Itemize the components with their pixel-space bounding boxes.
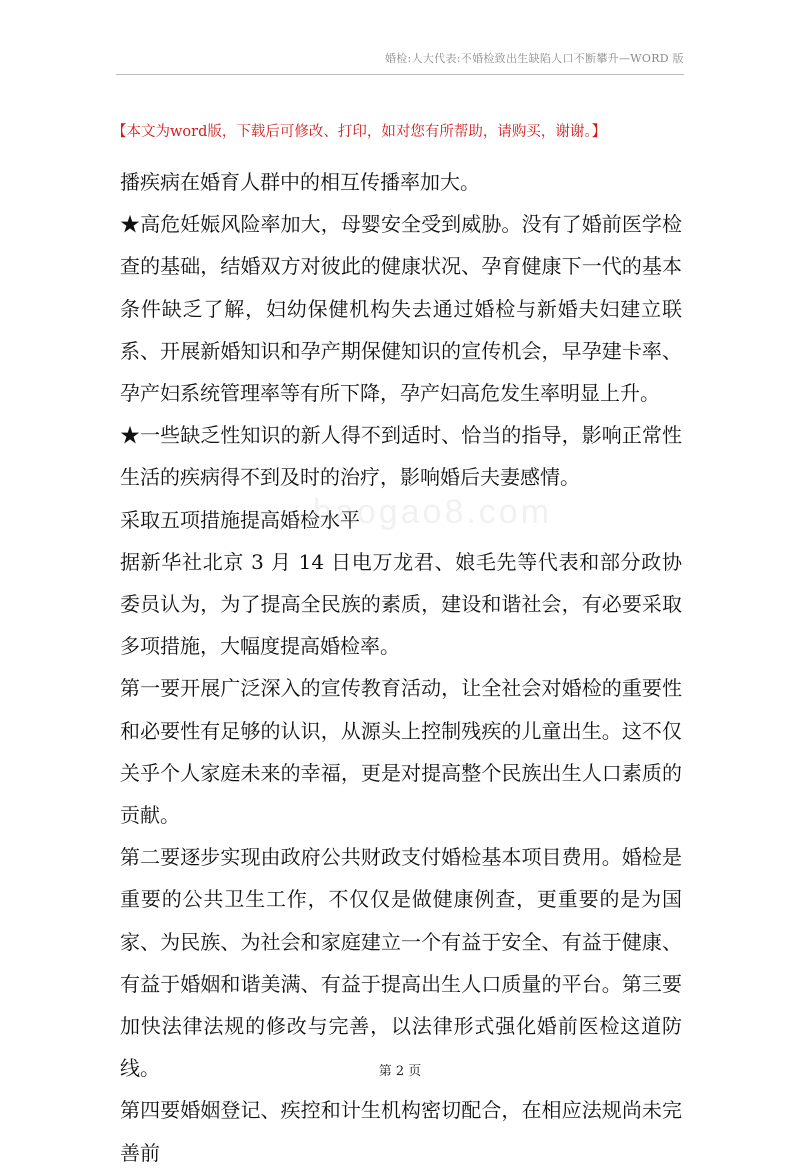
paragraph: 第二要逐步实现由政府公共财政支付婚检基本项目费用。婚检是重要的公共卫生工作，不仅仅是做健康例查，更重要的是为国家、为民族、为社会和家庭建立一个有益于安全、有益于健康、有益于婚姻和谐美满、有益于提高出生人口质量的平台。第三要加快法律法规的修改与完善，以法律形式强化婚前医检这道防线。: [120, 845, 682, 1081]
paragraph: 第四要婚姻登记、疾控和计生机构密切配合，在相应法规尚未完善前: [120, 1098, 682, 1165]
header-divider: [116, 74, 684, 75]
paragraph: ★高危妊娠风险率加大，母婴安全受到威胁。没有了婚前医学检查的基础，结婚双方对彼此的健康状况、孕育健康下一代的基本条件缺乏了解，妇幼保健机构失去通过婚检与新婚夫妇建立联系、开展新婚知识和孕产期保健知识的宣传机会，早孕建卡率、孕产妇系统管理率等有所下降，孕产妇高危发生率明显上升。: [120, 212, 682, 406]
paragraph: ★一些缺乏性知识的新人得不到适时、恰当的指导，影响正常性生活的疾病得不到及时的治疗，影响婚后夫妻感情。: [120, 423, 682, 490]
document-body: [120, 161, 682, 1174]
paragraph: 播疾病在婚育人群中的相互传播率加大。: [120, 170, 480, 194]
page-number: 第 2 页: [378, 1064, 422, 1079]
paragraph: 第一要开展广泛深入的宣传教育活动，让全社会对婚检的重要性和必要性有足够的认识，从源头上控制残疾的儿童出生。这不仅关乎个人家庭未来的幸福，更是对提高整个民族出生人口素质的贡献。: [120, 676, 682, 828]
watermark: baogao8.com: [313, 493, 553, 531]
paragraph: 据新华社北京 3 月 14 日电万龙君、娘毛先等代表和部分政协委员认为，为了提高全民族的素质，建设和谐社会，有必要采取多项措施，大幅度提高婚检率。: [120, 549, 682, 659]
section-heading: 采取五项措施提高婚检水平: [120, 507, 360, 532]
download-notice: 【本文为word版，下载后可修改、打印，如对您有所帮助，请购买，谢谢。】: [112, 124, 607, 140]
page-header-title: 婚检:人大代表:不婚检致出生缺陷人口不断攀升—WORD 版: [384, 52, 684, 65]
